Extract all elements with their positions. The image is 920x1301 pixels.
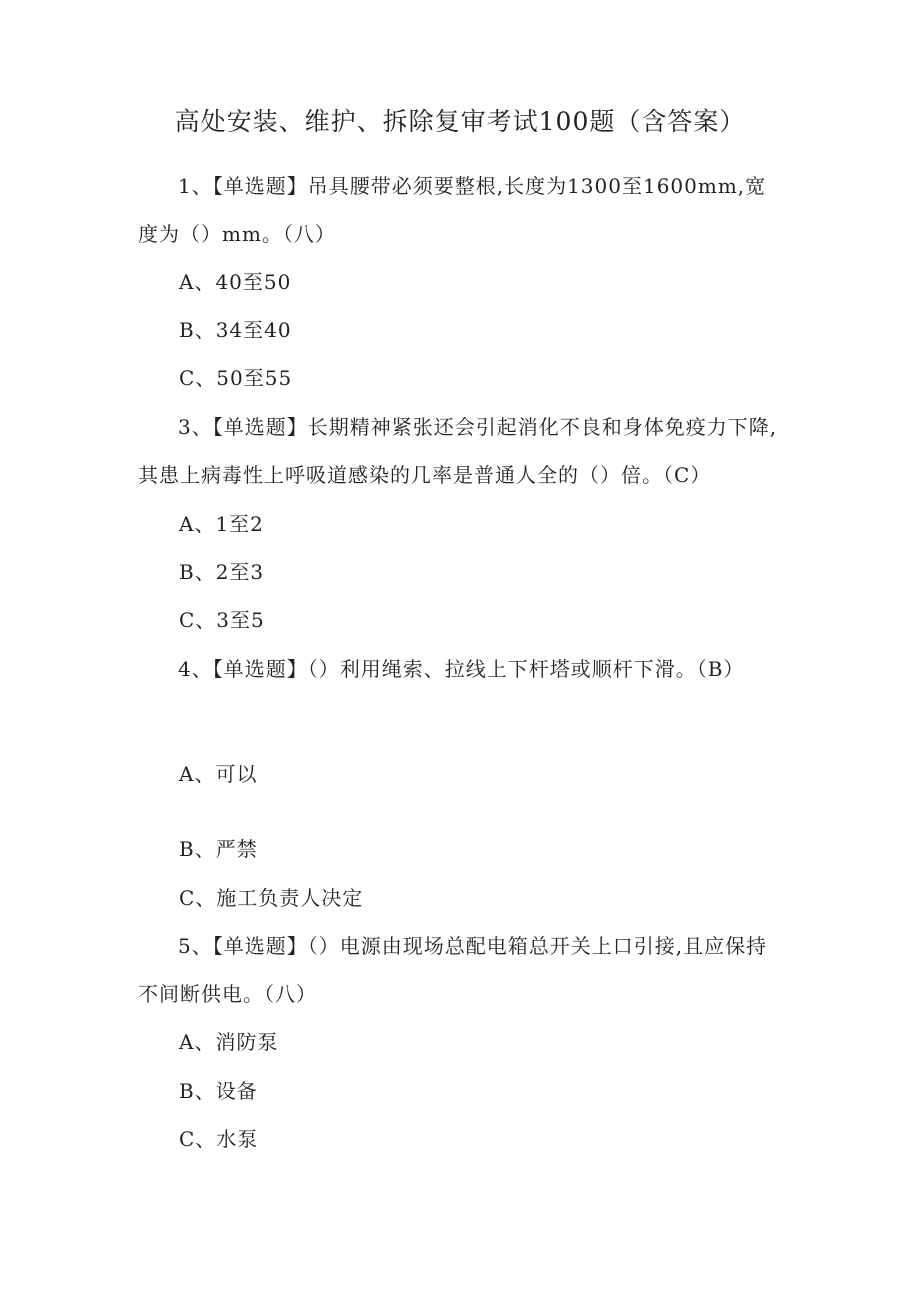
question-5-option-a: A、消防泵 (179, 1030, 279, 1054)
question-5-option-b: B、设备 (179, 1079, 258, 1103)
question-1-option-c: C、50至55 (179, 366, 293, 390)
question-3-option-c: C、3至5 (179, 608, 265, 632)
question-4-option-b: B、严禁 (179, 837, 258, 861)
question-1-option-a: A、40至50 (179, 270, 292, 294)
question-1-text: 1、【单选题】吊具腰带必须要整根,长度为1300至1600mm,宽度为（）mm。（八） (138, 174, 767, 246)
question-4-text: 4、【单选题】（）利用绳索、拉线上下杆塔或顺杆下滑。（B） (178, 657, 745, 681)
document-title: 高处安装、维护、拆除复审考试100题（含答案） (174, 107, 746, 136)
question-3-text: 3、【单选题】长期精神紧张还会引起消化不良和身体免疫力下降,其患上病毒性上呼吸道感染的几率是普通人全的（）倍。（C） (138, 415, 778, 487)
question-3-option-b: B、2至3 (179, 560, 265, 584)
question-1-option-b: B、34至40 (179, 318, 292, 342)
question-5-option-c: C、水泵 (179, 1127, 259, 1151)
question-5-text: 5、【单选题】（）电源由现场总配电箱总开关上口引接,且应保持不间断供电。（八） (138, 934, 768, 1006)
question-3-option-a: A、1至2 (179, 512, 264, 536)
question-4-option-a: A、可以 (179, 762, 258, 786)
question-4-option-c: C、施工负责人决定 (179, 886, 364, 910)
